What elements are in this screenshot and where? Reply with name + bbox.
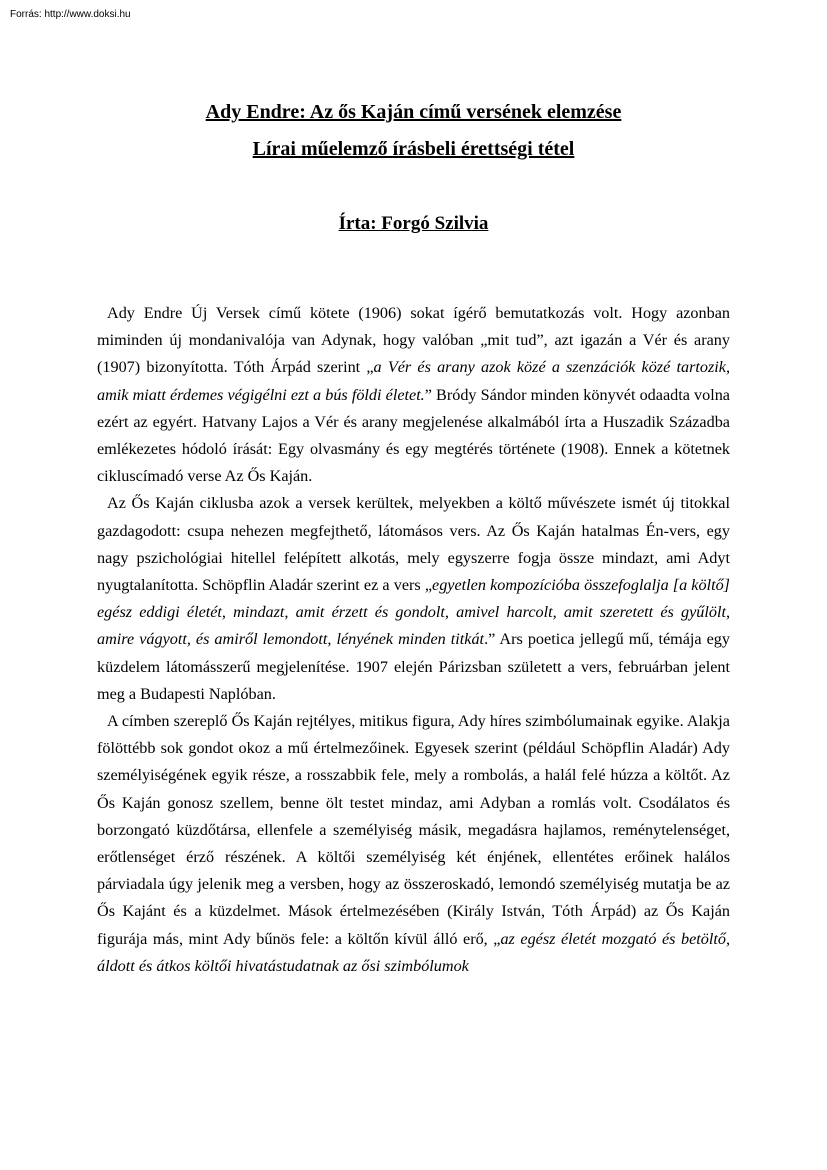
paragraph-text: Az Ős Kaján ciklusba azok a versek kerültek, melyekben a költő művészete ismét új titokkal gazdagodott: csupa nehezen megfejthető, látomásos vers. Az Ős Kaján hatalmas Én-vers, egy nagy pszichológiai hitellel felépített alkotás, mely egyszerre fogja össze mindazt, ami Adyt nyugtalanította. Schöpflin Aladár szerint ez a vers „ bbox=[97, 494, 730, 595]
paragraph bbox=[97, 708, 730, 980]
quote-text: egyetlen kompozícióba összefoglalja [a költő] egész eddigi életét, mindazt, amit érzett és gondolt, amivel harcolt, amit szeretett és gyűlölt, amire vágyott, és amiről lemondott, lényének minden titkát bbox=[97, 576, 730, 649]
paragraph-text: Ady Endre Új Versek című kötete (1906) sokat ígérő bemutatkozás volt. Hogy azonban miminden új mondanivalója van Adynak, hogy valóban „mit tud”, azt igazán a Vér és arany (1907) bizonyította. Tóth Árpád szerint „ bbox=[97, 304, 730, 377]
paragraph bbox=[97, 300, 730, 490]
paragraph-text: ” Bródy Sándor minden könyvét odaadta volna ezért az egyért. Hatvany Lajos a Vér és arany megjelenése alkalmából írta a Huszadik Századba emlékezetes hódoló írását: Egy olvasmány és egy megtérés története (1908). Ennek a kötetnek cikluscímadó verse Az Ős Kaján. bbox=[97, 385, 730, 486]
document-subtitle bbox=[96, 138, 731, 161]
document-title-text: Ady Endre: Az ős Kaján című versének elemzése bbox=[205, 101, 622, 123]
paragraph-text: A címben szereplő Ős Kaján rejtélyes, mitikus figura, Ady híres szimbólumainak egyike. Alakja fölöttébb sok gondot okoz a mű értelmezőinek. Egyesek szerint (például Schöpflin Aladár) Ady személyiségének egyik része, a rosszabbik fele, mely a rombolás, a halál felé húzza a költőt. Az Ős Kaján gonosz szellem, benne ölt testet mindaz, ami Adyban a romlás volt. Csodálatos és borzongató küzdőtársa, ellenfele a személyiség másik, megadásra hajlamos, reménytelenséget, erőtlenséget érző részének. A költői személyiség két énjének, ellentétes erőinek halálos párviadala úgy jelenik meg a versben, hogy az összeroskadó, lemondó személyiség mutatja be az Ős Kajánt és a küzdelmet. Mások értelmezésében (Király István, Tóth Árpád) az Ős Kaján figurája más, mint Ady bűnös fele: a költőn kívül álló erő, „ bbox=[97, 712, 730, 948]
author-text: Írta: Forgó Szilvia bbox=[338, 213, 489, 234]
paragraph-text: .” Ars poetica jellegű mű, témája egy küzdelem látomásszerű megjelenítése. 1907 elején Párizsban született a vers, februárban jelent meg a Budapesti Naplóban. bbox=[97, 630, 730, 703]
document-body bbox=[97, 300, 730, 980]
paragraph bbox=[97, 490, 730, 708]
document-title bbox=[96, 101, 731, 124]
quote-text: az egész életét mozgató és betöltő, áldott és átkos költői hivatástudatnak az ősi szimbólumok bbox=[97, 929, 730, 975]
document-subtitle-text: Lírai műelemző írásbeli érettségi tétel bbox=[252, 138, 575, 160]
quote-text: a Vér és arany azok közé a szenzációk közé tartozik, amik miatt érdemes végigélni ezt a bús földi életet. bbox=[97, 358, 730, 404]
source-url: Forrás: http://www.doksi.hu bbox=[10, 9, 131, 20]
author-line bbox=[96, 213, 731, 235]
